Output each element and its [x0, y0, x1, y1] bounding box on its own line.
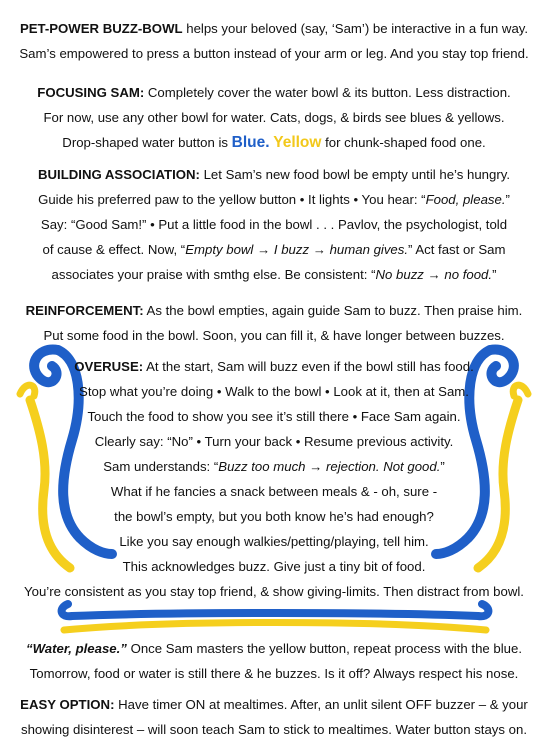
overuse-paragraph: OVERUSE: At the start, Sam will buzz even if the bowl still has food. Stop what you’re doing • Walk to the bowl • Look at it, then at Sam. Touch the food to show you see it’s still there • Face Sam again. Clearly say: “No” • Turn your back • Resume previous activity. Sam understands: “Buzz too much → rejection. Not good.” What if he fancies a snack between meals & - oh, sure - the bowl’s empty, but you both know he’s had enough? Like you say enough walkies/petting/playing, tell him. This acknowledges buzz. Give just a tiny bit of food. You’re consistent as you stay top friend, & show giving-limits. Then distract from bowl. — [24, 359, 524, 599]
building-association-heading: BUILDING ASSOCIATION: — [38, 167, 200, 182]
reinforcement-paragraph: REINFORCEMENT: As the bowl empties, again guide Sam to buzz. Then praise him. Put some food in the bowl. Soon, you can fill it, & have longer between buzzes. — [25, 303, 523, 343]
focusing-paragraph: FOCUSING SAM: Completely cover the water bowl & its button. Less distraction. For now, use any other bowl for water. Cats, dogs, & birds see blues & yellows. Drop-shaped water button is Blue. Yellow for chunk-shaped food one. — [37, 85, 511, 151]
yellow-label: Yellow — [273, 134, 322, 151]
building-association-paragraph: BUILDING ASSOCIATION: Let Sam’s new food bowl be empty until he’s hungry. Guide his preferred paw to the yellow button • It lights • You hear: “Food, please.” Say: “Good Sam!” • Put a little food in the bowl . . . Pavlov, the psychologist, told of cause & effect. Now, “Empty bowl → I buzz → human gives.” Act fast or Sam associates your praise with smthg else. Be consistent: “No buzz → no food.” — [38, 167, 510, 282]
water-please-paragraph: “Water, please.” Once Sam masters the yellow button, repeat process with the blue. Tomorrow, food or water is still there & he buzzes. Is it off? Always respect his nose. — [25, 641, 522, 681]
easy-option-heading: EASY OPTION: — [20, 697, 115, 712]
focusing-heading: FOCUSING SAM: — [37, 85, 145, 100]
intro-heading: PET-POWER BUZZ-BOWL — [19, 21, 183, 36]
blue-label: Blue. — [231, 134, 270, 151]
overuse-heading: OVERUSE: — [74, 359, 144, 374]
intro-paragraph: PET-POWER BUZZ-BOWL helps your beloved (say, ‘Sam’) be interactive in a fun way. Sam’s empowered to press a button instead of your arm or leg. And you stay top friend. — [19, 21, 529, 61]
water-please-heading: “Water, please.” — [25, 641, 127, 656]
reinforcement-heading: REINFORCEMENT: — [25, 303, 144, 318]
easy-option-paragraph: EASY OPTION: Have timer ON at mealtimes. After, an unlit silent OFF buzzer – & your showing disinterest – will soon teach Sam to stick to mealtimes. Water button stays on. — [20, 697, 528, 737]
